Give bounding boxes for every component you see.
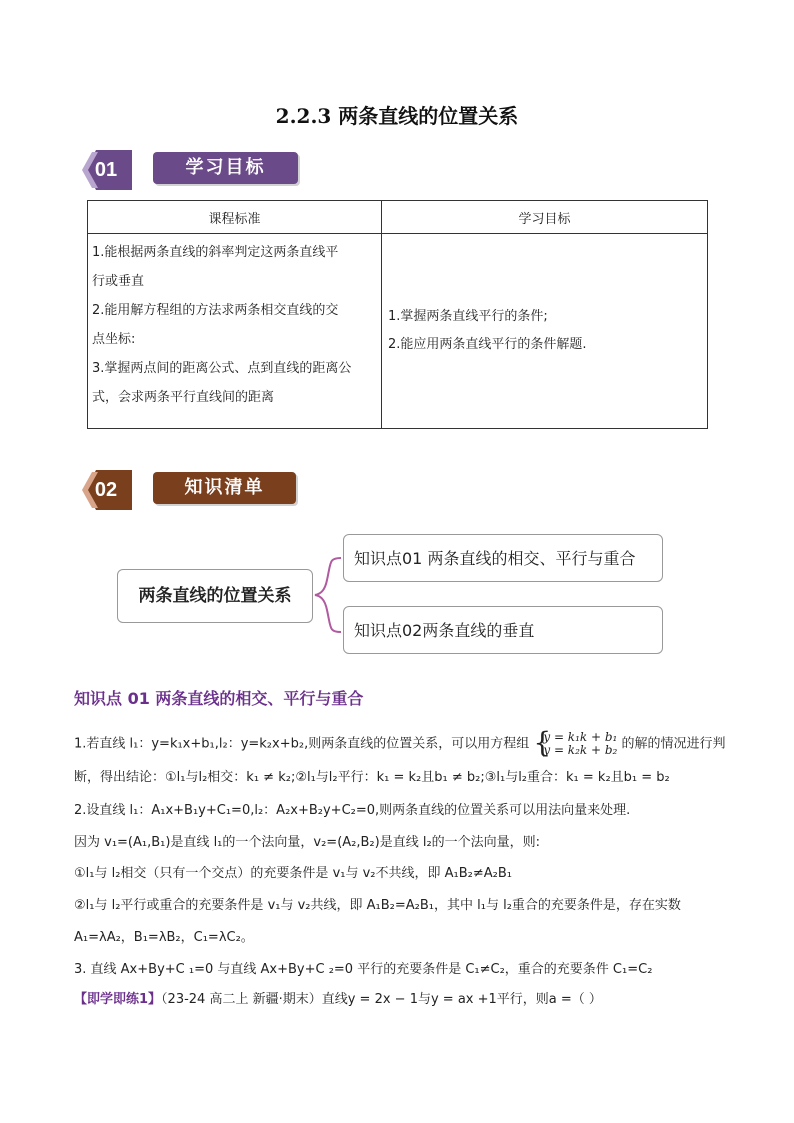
standard-cell <box>88 234 382 429</box>
page-title: 2.2.3 两条直线的位置关系 <box>275 104 519 128</box>
paragraph-2: 断，得出结论：①l₁与l₂相交：k₁ ≠ k₂;②l₁与l₂平行：k₁ = k₂且b₁ ≠ b₂;③l₁与l₂重合：k₁ = k₂且b₁ = b₂ <box>74 770 670 785</box>
table-header-standard: 课程标准 <box>88 201 382 234</box>
mindmap-center: 两条直线的位置关系 <box>117 569 313 623</box>
goals-cell <box>382 234 708 429</box>
standard-line: 2.能用解方程组的方法求两条相交直线的交 <box>92 303 339 318</box>
table-header-goals: 学习目标 <box>382 201 708 234</box>
paragraph-1-tail: 的解的情况进行判 <box>621 736 726 752</box>
standard-line: 行或垂直 <box>92 274 145 289</box>
section-2-number: 02 <box>94 479 118 501</box>
brace-icon: { <box>533 726 552 759</box>
goal-line: 2.能应用两条直线平行的条件解题. <box>388 337 587 352</box>
practice-tag: 【即学即练1】 <box>74 992 162 1007</box>
standard-line: 3.掌握两点间的距离公式、点到直线的距离公 <box>92 361 352 376</box>
practice-text: （23-24 高二上 新疆·期末）直线y = 2x − 1与y = ax +1平行，则a =（ ） <box>161 992 602 1007</box>
paragraph-8: 3. 直线 Ax+By+C ₁=0 与直线 Ax+By+C ₂=0 平行的充要条件是 C₁≠C₂，重合的充要条件 C₁=C₂ <box>74 962 653 977</box>
paragraph-4: 因为 v₁=(A₁,B₁)是直线 l₁的一个法向量，v₂=(A₂,B₂)是直线 l₂的一个法向量，则: <box>74 835 541 850</box>
equation-bottom: y = k₂k + b₂ <box>543 743 618 757</box>
practice-line <box>74 990 734 1010</box>
paragraph-6: ②l₁与 l₂平行或重合的充要条件是 v₁与 v₂共线，即 A₁B₂=A₂B₁，其中 l₁与 l₂重合的充要条件是，存在实数 <box>74 898 681 913</box>
section-1-number: 01 <box>94 159 118 181</box>
paragraph-1 <box>74 726 734 759</box>
standard-line: 式，会求两条平行直线间的距离 <box>92 390 275 405</box>
section-1-label: 学习目标 <box>153 152 298 184</box>
paragraph-7: A₁=λA₂，B₁=λB₂，C₁=λC₂。 <box>74 930 254 945</box>
section-1-badge <box>78 148 134 192</box>
paragraph-3: 2.设直线 l₁：A₁x+B₁y+C₁=0,l₂：A₂x+B₂y+C₂=0,则两条直线的位置关系可以用法向量来处理. <box>74 803 631 818</box>
paragraph-1-text: 1.若直线 l₁：y=k₁x+b₁,l₂：y=k₂x+b₂,则两条直线的位置关系，可以用方程组 <box>74 736 530 752</box>
mindmap-node-2: 知识点02两条直线的垂直 <box>343 606 663 654</box>
mindmap-node-1: 知识点01 两条直线的相交、平行与重合 <box>343 534 663 582</box>
section-2-badge <box>78 468 134 512</box>
standard-line: 点坐标: <box>92 332 136 347</box>
goal-line: 1.掌握两条直线平行的条件; <box>388 309 548 324</box>
mindmap-brace-icon <box>311 540 345 640</box>
paragraph-5: ①l₁与 l₂相交（只有一个交点）的充要条件是 v₁与 v₂不共线，即 A₁B₂≠A₂B₁ <box>74 866 513 881</box>
section-2-label: 知识清单 <box>153 472 296 504</box>
equation-system <box>533 726 618 759</box>
knowledge-point-1-title: 知识点 01 两条直线的相交、平行与重合 <box>74 689 364 708</box>
standard-line: 1.能根据两条直线的斜率判定这两条直线平 <box>92 245 339 260</box>
equation-top: y = k₁k + b₁ <box>543 730 618 744</box>
objectives-table <box>87 200 708 429</box>
